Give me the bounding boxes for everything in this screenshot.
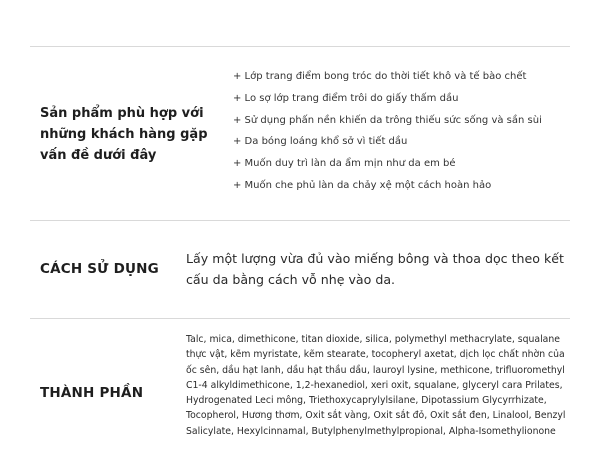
usage-section-title: CÁCH SỬ DỤNG (40, 261, 159, 277)
list-item: + Muốn che phủ làn da chảy xệ một cách hoàn hảo (233, 179, 492, 191)
list-item: + Sử dụng phấn nền khiến da trông thiếu sức sống và sần sùi (233, 114, 542, 126)
section-divider (30, 318, 570, 319)
usage-instructions: Lấy một lượng vừa đủ vào miếng bông và thoa dọc theo kết cấu da bằng cách vỗ nhẹ vào da. (186, 251, 564, 287)
suitable-list (233, 66, 542, 197)
list-item: + Muốn duy trì làn da ẩm mịn như da em bé (233, 158, 456, 170)
list-item: + Da bóng loáng khổ sở vì tiết dầu (233, 136, 408, 148)
suitable-section-title: Sản phẩm phù hợp với những khách hàng gặp vấn đề dưới đây (40, 106, 208, 163)
list-item: + Lớp trang điểm bong tróc do thời tiết khô và tế bào chết (233, 71, 527, 82)
top-divider (30, 46, 570, 47)
ingredients-list: Talc, mica, dimethicone, titan dioxide, silica, polymethyl methacrylate, squalane thực vật, kẽm myristate, kẽm stearate, tocopheryl axetat, dịch lọc chất nhờn của ốc sên, dầu hạt lanh, dầu hạt thầu dầu, lauroyl lysine, methicone, trifluoromethyl C1-4 alkyldimethicone, 1,2-hexanediol, xeri oxit, squalane, glyceryl cara Prilates, Hydrogenated Leci mông, Triethoxycaprylylsilane, Dipotassium Glycyrrhizate, Tocopherol, Hương thơm, Oxit sắt vàng, Oxit sắt đỏ, Oxit sắt đen, Linalool, Benzyl Salicylate, Hexylcinnamal, Butylphenylmethylpropional, Alpha-Isomethylionone (186, 334, 566, 437)
list-item: + Lo sợ lớp trang điểm trôi do giấy thấm dầu (233, 92, 459, 104)
section-divider (30, 220, 570, 221)
ingredients-section-title: THÀNH PHẦN (40, 385, 144, 401)
